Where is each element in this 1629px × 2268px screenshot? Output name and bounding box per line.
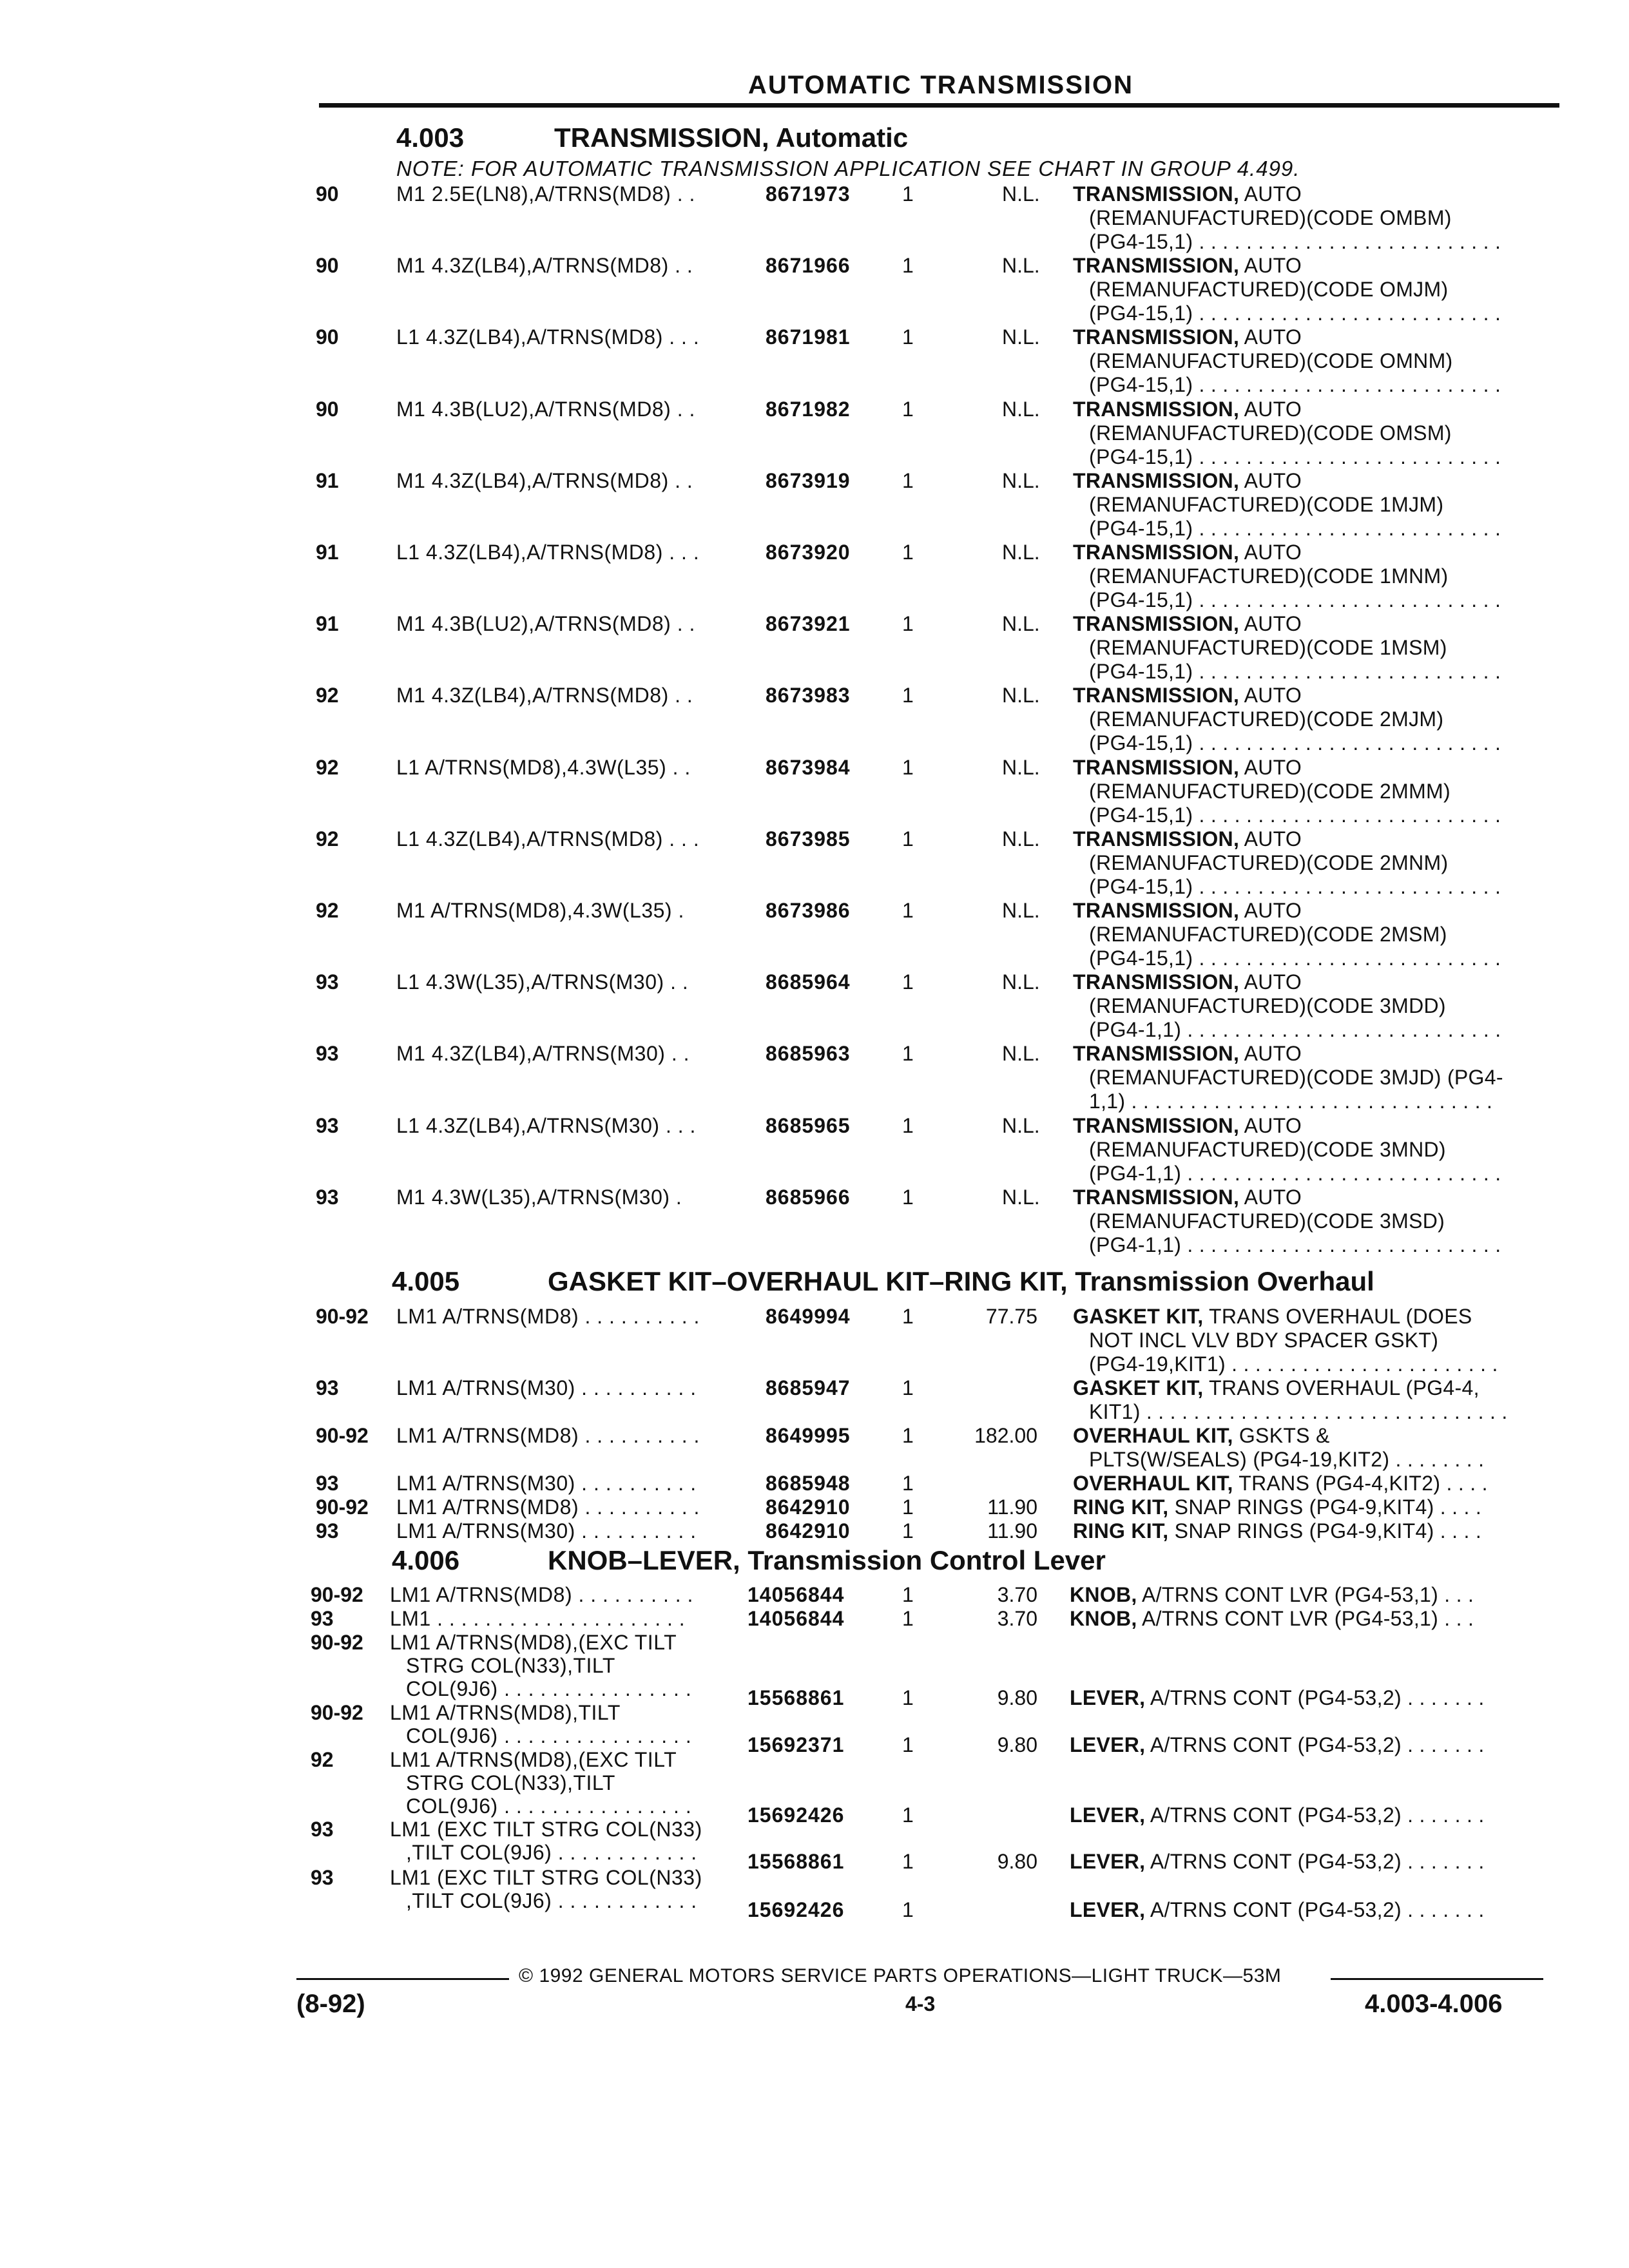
row-application: M1 4.3B(LU2),A/TRNS(MD8) . .: [396, 397, 695, 421]
row-description-name: TRANSMISSION,: [1073, 325, 1240, 349]
row-description-text: SNAP RINGS (PG4-9,KIT4) . . . .: [1168, 1495, 1482, 1519]
row-price: 11.90: [987, 1519, 1037, 1542]
row-description: [1073, 1472, 1488, 1495]
row-description-cont: (PG4-1,1) . . . . . . . . . . . . . . . . . . . . . . . . . . .: [1089, 1018, 1501, 1042]
row-description-cont: (REMANUFACTURED)(CODE 3MDD): [1089, 994, 1446, 1018]
row-price: 9.80: [997, 1733, 1037, 1756]
section-note: NOTE: FOR AUTOMATIC TRANSMISSION APPLICATION SEE CHART IN GROUP 4.499.: [396, 157, 1300, 180]
row-price: N.L.: [1002, 612, 1040, 636]
row-description-text: A/TRNS CONT (PG4-53,2) . . . . . . .: [1145, 1850, 1485, 1873]
row-description: [1073, 182, 1302, 206]
row-part-number: 8685948: [766, 1472, 851, 1495]
row-description-cont: (REMANUFACTURED)(CODE 2MMM): [1089, 779, 1451, 803]
row-description-name: RING KIT,: [1073, 1495, 1169, 1519]
row-description-cont: (REMANUFACTURED)(CODE 1MJM): [1089, 492, 1444, 516]
row-part-number: 15692371: [747, 1733, 845, 1756]
row-application: M1 4.3Z(LB4),A/TRNS(MD8) . .: [396, 254, 693, 278]
row-description-text: A/TRNS CONT LVR (PG4-53,1) . . .: [1137, 1583, 1474, 1606]
row-description-cont: (REMANUFACTURED)(CODE 1MNM): [1089, 564, 1449, 588]
row-year: 91: [316, 468, 339, 492]
section-number-4005: 4.005: [392, 1266, 460, 1296]
row-price: N.L.: [1002, 684, 1040, 707]
row-description-cont: (PG4-15,1) . . . . . . . . . . . . . . . . . . . . . . . . . .: [1089, 516, 1501, 540]
row-application: LM1 (EXC TILT STRG COL(N33): [390, 1818, 702, 1841]
row-year: 93: [311, 1818, 334, 1841]
row-quantity: 1: [902, 1495, 914, 1519]
row-description-cont: (REMANUFACTURED)(CODE 2MSM): [1089, 923, 1447, 946]
row-description: [1070, 1803, 1485, 1827]
row-application: L1 4.3Z(LB4),A/TRNS(MD8) . . .: [396, 541, 700, 564]
row-application: L1 A/TRNS(MD8),4.3W(L35) . .: [396, 755, 691, 779]
row-description-cont: (PG4-15,1) . . . . . . . . . . . . . . . . . . . . . . . . . .: [1089, 445, 1501, 468]
row-year: 90: [316, 397, 339, 421]
row-description-cont: (REMANUFACTURED)(CODE OMJM): [1089, 278, 1449, 302]
row-description-name: RING KIT,: [1073, 1519, 1169, 1542]
row-part-number: 8649995: [766, 1424, 851, 1447]
row-price: N.L.: [1002, 970, 1040, 994]
row-quantity: 1: [902, 755, 914, 779]
row-description: [1073, 1376, 1480, 1400]
row-description-text: AUTO: [1239, 970, 1302, 994]
row-quantity: 1: [902, 1898, 914, 1921]
row-price: 9.80: [997, 1850, 1037, 1873]
row-part-number: 8685964: [766, 970, 851, 994]
footer-page-number: 4-3: [905, 1992, 936, 2015]
row-description: [1073, 970, 1302, 994]
row-quantity: 1: [902, 970, 914, 994]
row-description-name: TRANSMISSION,: [1073, 1042, 1240, 1066]
row-description-cont: NOT INCL VLV BDY SPACER GSKT): [1089, 1329, 1439, 1352]
row-description-cont: (REMANUFACTURED)(CODE 1MSM): [1089, 636, 1447, 660]
section-number-4006: 4.006: [392, 1545, 460, 1575]
row-description-name: TRANSMISSION,: [1073, 468, 1240, 492]
row-description-cont: (REMANUFACTURED)(CODE OMSM): [1089, 421, 1452, 445]
row-year: 90: [316, 254, 339, 278]
row-description-name: GASKET KIT,: [1073, 1305, 1204, 1328]
row-price: 77.75: [985, 1305, 1037, 1328]
row-description: [1073, 325, 1302, 349]
row-description-name: TRANSMISSION,: [1073, 755, 1240, 779]
row-year: 92: [311, 1748, 334, 1771]
row-year: 93: [311, 1866, 334, 1889]
row-description: [1073, 254, 1302, 278]
row-description: [1073, 1305, 1472, 1329]
row-description-text: TRANS (PG4-4,KIT2) . . . .: [1233, 1472, 1488, 1495]
row-application: L1 4.3Z(LB4),A/TRNS(MD8) . . .: [396, 827, 700, 850]
section-title-4003: TRANSMISSION, Automatic: [554, 122, 909, 153]
row-description: [1073, 398, 1302, 421]
row-application: LM1 A/TRNS(M30) . . . . . . . . . .: [396, 1376, 697, 1399]
row-description: [1073, 1495, 1481, 1519]
row-part-number: 8671966: [766, 254, 851, 278]
running-head: AUTOMATIC TRANSMISSION: [747, 71, 1134, 99]
row-description-cont: (REMANUFACTURED)(CODE 3MND): [1089, 1137, 1446, 1161]
row-application: LM1 A/TRNS(MD8) . . . . . . . . . .: [390, 1583, 693, 1606]
row-description-cont: (PG4-15,1) . . . . . . . . . . . . . . . . . . . . . . . . . .: [1089, 803, 1501, 827]
row-description: [1073, 756, 1302, 780]
row-description: [1073, 1114, 1302, 1138]
footer-section-range: 4.003-4.006: [1365, 1990, 1503, 2018]
row-year: 90: [316, 182, 339, 206]
row-application: LM1 A/TRNS(M30) . . . . . . . . . .: [396, 1472, 697, 1495]
row-description-cont: (REMANUFACTURED)(CODE OMBM): [1089, 206, 1452, 229]
footer-rule-left: [296, 1978, 509, 1980]
row-quantity: 1: [902, 1850, 914, 1873]
row-description-cont: (PG4-15,1) . . . . . . . . . . . . . . . . . . . . . . . . . .: [1089, 874, 1501, 898]
row-description-cont: 1,1) . . . . . . . . . . . . . . . . . . . . . . . . . . . . . . .: [1089, 1090, 1493, 1113]
row-description-text: AUTO: [1239, 397, 1302, 421]
row-part-number: 8673986: [766, 899, 851, 922]
row-price: N.L.: [1002, 1185, 1040, 1209]
row-price: 11.90: [987, 1495, 1037, 1519]
row-quantity: 1: [902, 684, 914, 707]
row-application: LM1 A/TRNS(MD8),TILT: [390, 1701, 621, 1724]
row-quantity: 1: [902, 1113, 914, 1137]
row-description-text: AUTO: [1239, 182, 1302, 206]
row-quantity: 1: [902, 1803, 914, 1827]
row-part-number: 8649994: [766, 1305, 851, 1328]
row-description-text: AUTO: [1239, 1042, 1302, 1066]
row-part-number: 8673920: [766, 541, 851, 564]
row-price: N.L.: [1002, 1113, 1040, 1137]
row-description-cont: (PG4-15,1) . . . . . . . . . . . . . . . . . . . . . . . . . .: [1089, 230, 1501, 253]
row-year: 90-92: [311, 1701, 363, 1724]
row-description-name: TRANSMISSION,: [1073, 612, 1240, 636]
row-application: M1 4.3Z(LB4),A/TRNS(MD8) . .: [396, 684, 693, 707]
row-application-cont: STRG COL(N33),TILT: [406, 1654, 615, 1677]
row-description-name: GASKET KIT,: [1073, 1376, 1204, 1399]
row-application: LM1 A/TRNS(M30) . . . . . . . . . .: [396, 1519, 697, 1542]
row-price: N.L.: [1002, 182, 1040, 206]
row-description-cont: (PG4-19,KIT1) . . . . . . . . . . . . . . . . . . . . . . .: [1089, 1352, 1498, 1376]
row-application: L1 4.3Z(LB4),A/TRNS(MD8) . . .: [396, 325, 700, 349]
row-description: [1070, 1850, 1485, 1874]
row-year: 90-92: [316, 1424, 369, 1447]
row-year: 92: [316, 899, 339, 922]
row-description-text: AUTO: [1239, 1185, 1302, 1209]
row-description-name: KNOB,: [1070, 1607, 1137, 1630]
row-part-number: 8642910: [766, 1519, 851, 1542]
row-application-cont: COL(9J6) . . . . . . . . . . . . . . . .: [406, 1724, 692, 1747]
row-part-number: 8673919: [766, 468, 851, 492]
row-part-number: 8685965: [766, 1113, 851, 1137]
row-application: L1 4.3Z(LB4),A/TRNS(M30) . . .: [396, 1113, 696, 1137]
row-description-name: TRANSMISSION,: [1073, 1185, 1240, 1209]
row-part-number: 15692426: [747, 1803, 845, 1827]
row-description: [1073, 899, 1302, 923]
row-quantity: 1: [902, 1472, 914, 1495]
section-number-4003: 4.003: [396, 122, 465, 153]
row-application: M1 2.5E(LN8),A/TRNS(MD8) . .: [396, 182, 695, 206]
row-description-cont: (PG4-15,1) . . . . . . . . . . . . . . . . . . . . . . . . . .: [1089, 588, 1501, 611]
row-description-text: A/TRNS CONT (PG4-53,2) . . . . . . .: [1145, 1898, 1485, 1921]
row-application-cont: ,TILT COL(9J6) . . . . . . . . . . . .: [406, 1841, 697, 1864]
row-description-name: TRANSMISSION,: [1073, 899, 1240, 922]
row-year: 92: [316, 755, 339, 779]
row-quantity: 1: [902, 325, 914, 349]
row-quantity: 1: [902, 1305, 914, 1328]
row-application: LM1 A/TRNS(MD8),(EXC TILT: [390, 1748, 677, 1771]
row-year: 93: [316, 970, 339, 994]
row-description: [1070, 1733, 1485, 1757]
row-description: [1070, 1898, 1485, 1922]
row-quantity: 1: [902, 182, 914, 206]
row-description-text: AUTO: [1239, 254, 1302, 278]
row-description-name: KNOB,: [1070, 1583, 1137, 1606]
row-description: [1070, 1607, 1474, 1631]
row-application-cont: STRG COL(N33),TILT: [406, 1771, 615, 1794]
section-title-4005: GASKET KIT–OVERHAUL KIT–RING KIT, Transmission Overhaul: [548, 1266, 1374, 1296]
row-quantity: 1: [902, 1042, 914, 1066]
row-description-cont: (PG4-15,1) . . . . . . . . . . . . . . . . . . . . . . . . . .: [1089, 660, 1501, 684]
row-application-cont: ,TILT COL(9J6) . . . . . . . . . . . .: [406, 1889, 697, 1912]
header-rule: [319, 103, 1559, 108]
row-description-name: TRANSMISSION,: [1073, 254, 1240, 278]
row-description: [1073, 827, 1302, 851]
row-year: 93: [316, 1185, 339, 1209]
row-description-cont: (REMANUFACTURED)(CODE 3MJD) (PG4-: [1089, 1066, 1503, 1090]
row-part-number: 8685963: [766, 1042, 851, 1066]
row-description-text: A/TRNS CONT (PG4-53,2) . . . . . . .: [1145, 1686, 1485, 1709]
row-description-text: AUTO: [1239, 827, 1302, 850]
row-part-number: 8685966: [766, 1185, 851, 1209]
row-part-number: 8673985: [766, 827, 851, 850]
row-description-name: TRANSMISSION,: [1073, 541, 1240, 564]
row-description-text: GSKTS &: [1233, 1424, 1330, 1447]
row-part-number: 8671981: [766, 325, 851, 349]
row-part-number: 15568861: [747, 1686, 845, 1709]
row-year: 90-92: [311, 1583, 363, 1606]
row-application: LM1 A/TRNS(MD8) . . . . . . . . . .: [396, 1495, 700, 1519]
row-description-text: TRANS OVERHAUL (DOES: [1203, 1305, 1472, 1328]
row-year: 91: [316, 612, 339, 636]
row-quantity: 1: [902, 1733, 914, 1756]
row-quantity: 1: [902, 1607, 914, 1630]
row-year: 90-92: [316, 1495, 369, 1519]
row-description-name: TRANSMISSION,: [1073, 827, 1240, 850]
row-part-number: 8673983: [766, 684, 851, 707]
row-application: M1 4.3Z(LB4),A/TRNS(M30) . .: [396, 1042, 689, 1066]
row-quantity: 1: [902, 827, 914, 850]
row-application-cont: COL(9J6) . . . . . . . . . . . . . . . .: [406, 1794, 692, 1818]
row-price: N.L.: [1002, 899, 1040, 922]
row-description: [1073, 1042, 1302, 1066]
row-description-cont: (REMANUFACTURED)(CODE 2MNM): [1089, 850, 1449, 874]
row-year: 93: [316, 1376, 339, 1399]
row-quantity: 1: [902, 468, 914, 492]
row-part-number: 14056844: [747, 1583, 845, 1606]
row-description-cont: (REMANUFACTURED)(CODE 2MJM): [1089, 707, 1444, 731]
row-application-cont: COL(9J6) . . . . . . . . . . . . . . . .: [406, 1677, 692, 1700]
row-price: N.L.: [1002, 541, 1040, 564]
row-description: [1070, 1583, 1474, 1607]
row-description-text: AUTO: [1239, 612, 1302, 636]
row-description-name: OVERHAUL KIT,: [1073, 1424, 1233, 1447]
row-price: N.L.: [1002, 827, 1040, 850]
row-year: 92: [316, 684, 339, 707]
row-price: N.L.: [1002, 755, 1040, 779]
row-year: 93: [316, 1042, 339, 1066]
row-description-cont: (REMANUFACTURED)(CODE OMNM): [1089, 349, 1453, 373]
row-application: LM1 . . . . . . . . . . . . . . . . . . . . .: [390, 1607, 686, 1630]
row-year: 93: [311, 1607, 334, 1630]
row-year: 91: [316, 541, 339, 564]
row-quantity: 1: [902, 899, 914, 922]
row-application: LM1 A/TRNS(MD8),(EXC TILT: [390, 1631, 677, 1654]
row-price: N.L.: [1002, 325, 1040, 349]
row-year: 90: [316, 325, 339, 349]
row-description-name: LEVER,: [1070, 1898, 1146, 1921]
row-description-name: TRANSMISSION,: [1073, 1113, 1240, 1137]
row-part-number: 8673921: [766, 612, 851, 636]
row-description-text: SNAP RINGS (PG4-9,KIT4) . . . .: [1168, 1519, 1482, 1542]
row-description-text: A/TRNS CONT (PG4-53,2) . . . . . . .: [1145, 1803, 1485, 1827]
row-application: LM1 A/TRNS(MD8) . . . . . . . . . .: [396, 1305, 700, 1328]
row-part-number: 8671973: [766, 182, 851, 206]
row-description-name: TRANSMISSION,: [1073, 684, 1240, 707]
row-quantity: 1: [902, 541, 914, 564]
row-quantity: 1: [902, 397, 914, 421]
row-price: 9.80: [997, 1686, 1037, 1709]
row-price: N.L.: [1002, 254, 1040, 278]
row-description: [1073, 469, 1302, 493]
row-description-cont: (PG4-15,1) . . . . . . . . . . . . . . . . . . . . . . . . . .: [1089, 731, 1501, 755]
row-quantity: 1: [902, 1424, 914, 1447]
row-description-text: AUTO: [1239, 755, 1302, 779]
row-part-number: 15692426: [747, 1898, 845, 1921]
row-description-text: A/TRNS CONT (PG4-53,2) . . . . . . .: [1145, 1733, 1485, 1756]
row-year: 93: [316, 1519, 339, 1542]
row-part-number: 15568861: [747, 1850, 845, 1873]
row-description-name: OVERHAUL KIT,: [1073, 1472, 1233, 1495]
row-description-cont: PLTS(W/SEALS) (PG4-19,KIT2) . . . . . . . .: [1089, 1448, 1485, 1471]
row-description-text: AUTO: [1239, 899, 1302, 922]
row-application: LM1 A/TRNS(MD8) . . . . . . . . . .: [396, 1424, 700, 1447]
row-description-text: AUTO: [1239, 684, 1302, 707]
row-quantity: 1: [902, 1185, 914, 1209]
row-application: M1 A/TRNS(MD8),4.3W(L35) .: [396, 899, 684, 922]
row-description-text: AUTO: [1239, 541, 1302, 564]
row-application: LM1 (EXC TILT STRG COL(N33): [390, 1866, 702, 1889]
row-part-number: 8673984: [766, 755, 851, 779]
footer-rule-right: [1331, 1978, 1543, 1980]
row-year: 93: [316, 1113, 339, 1137]
row-description-text: AUTO: [1239, 468, 1302, 492]
row-application: M1 4.3W(L35),A/TRNS(M30) .: [396, 1185, 682, 1209]
row-description-name: LEVER,: [1070, 1850, 1146, 1873]
row-part-number: 8685947: [766, 1376, 851, 1399]
row-description-text: AUTO: [1239, 1113, 1302, 1137]
row-application: M1 4.3B(LU2),A/TRNS(MD8) . .: [396, 612, 695, 636]
row-price: N.L.: [1002, 1042, 1040, 1066]
row-year: 93: [316, 1472, 339, 1495]
row-part-number: 14056844: [747, 1607, 845, 1630]
row-description-text: A/TRNS CONT LVR (PG4-53,1) . . .: [1137, 1607, 1474, 1630]
row-description: [1073, 684, 1302, 707]
row-description: [1073, 541, 1302, 564]
footer-date: (8-92): [296, 1990, 365, 2018]
row-description-cont: (PG4-1,1) . . . . . . . . . . . . . . . . . . . . . . . . . . .: [1089, 1161, 1501, 1185]
row-quantity: 1: [902, 1376, 914, 1399]
row-description-name: TRANSMISSION,: [1073, 970, 1240, 994]
row-application: M1 4.3Z(LB4),A/TRNS(MD8) . .: [396, 468, 693, 492]
row-price: N.L.: [1002, 468, 1040, 492]
row-year: 90-92: [316, 1305, 369, 1328]
row-description-name: LEVER,: [1070, 1803, 1146, 1827]
row-description: [1073, 1186, 1302, 1209]
row-quantity: 1: [902, 1519, 914, 1542]
row-description: [1070, 1686, 1485, 1710]
row-quantity: 1: [902, 1583, 914, 1606]
row-description: [1073, 612, 1302, 636]
row-year: 92: [316, 827, 339, 850]
row-price: 182.00: [974, 1424, 1037, 1447]
row-quantity: 1: [902, 612, 914, 636]
row-description-text: AUTO: [1239, 325, 1302, 349]
row-description-cont: (PG4-15,1) . . . . . . . . . . . . . . . . . . . . . . . . . .: [1089, 373, 1501, 397]
footer-copyright: © 1992 GENERAL MOTORS SERVICE PARTS OPERATIONS—LIGHT TRUCK—53M: [519, 1965, 1282, 1986]
row-description-name: TRANSMISSION,: [1073, 182, 1240, 206]
row-description-cont: (REMANUFACTURED)(CODE 3MSD): [1089, 1209, 1445, 1233]
row-description-name: TRANSMISSION,: [1073, 397, 1240, 421]
row-description-cont: (PG4-15,1) . . . . . . . . . . . . . . . . . . . . . . . . . .: [1089, 302, 1501, 325]
row-description: [1073, 1424, 1330, 1448]
row-description-cont: KIT1) . . . . . . . . . . . . . . . . . . . . . . . . . . . . . . .: [1089, 1400, 1508, 1423]
row-description-name: LEVER,: [1070, 1733, 1146, 1756]
row-year: 90-92: [311, 1631, 363, 1654]
row-description-cont: (PG4-15,1) . . . . . . . . . . . . . . . . . . . . . . . . . .: [1089, 947, 1501, 970]
row-description-name: LEVER,: [1070, 1686, 1146, 1709]
row-price: 3.70: [997, 1607, 1037, 1630]
row-description-cont: (PG4-1,1) . . . . . . . . . . . . . . . . . . . . . . . . . . .: [1089, 1233, 1501, 1256]
section-title-4006: KNOB–LEVER, Transmission Control Lever: [548, 1545, 1106, 1575]
row-price: N.L.: [1002, 397, 1040, 421]
row-description-text: TRANS OVERHAUL (PG4-4,: [1203, 1376, 1480, 1399]
row-part-number: 8671982: [766, 397, 851, 421]
row-quantity: 1: [902, 1686, 914, 1709]
row-description: [1073, 1519, 1481, 1543]
row-part-number: 8642910: [766, 1495, 851, 1519]
row-price: 3.70: [997, 1583, 1037, 1606]
row-quantity: 1: [902, 254, 914, 278]
row-application: L1 4.3W(L35),A/TRNS(M30) . .: [396, 970, 689, 994]
